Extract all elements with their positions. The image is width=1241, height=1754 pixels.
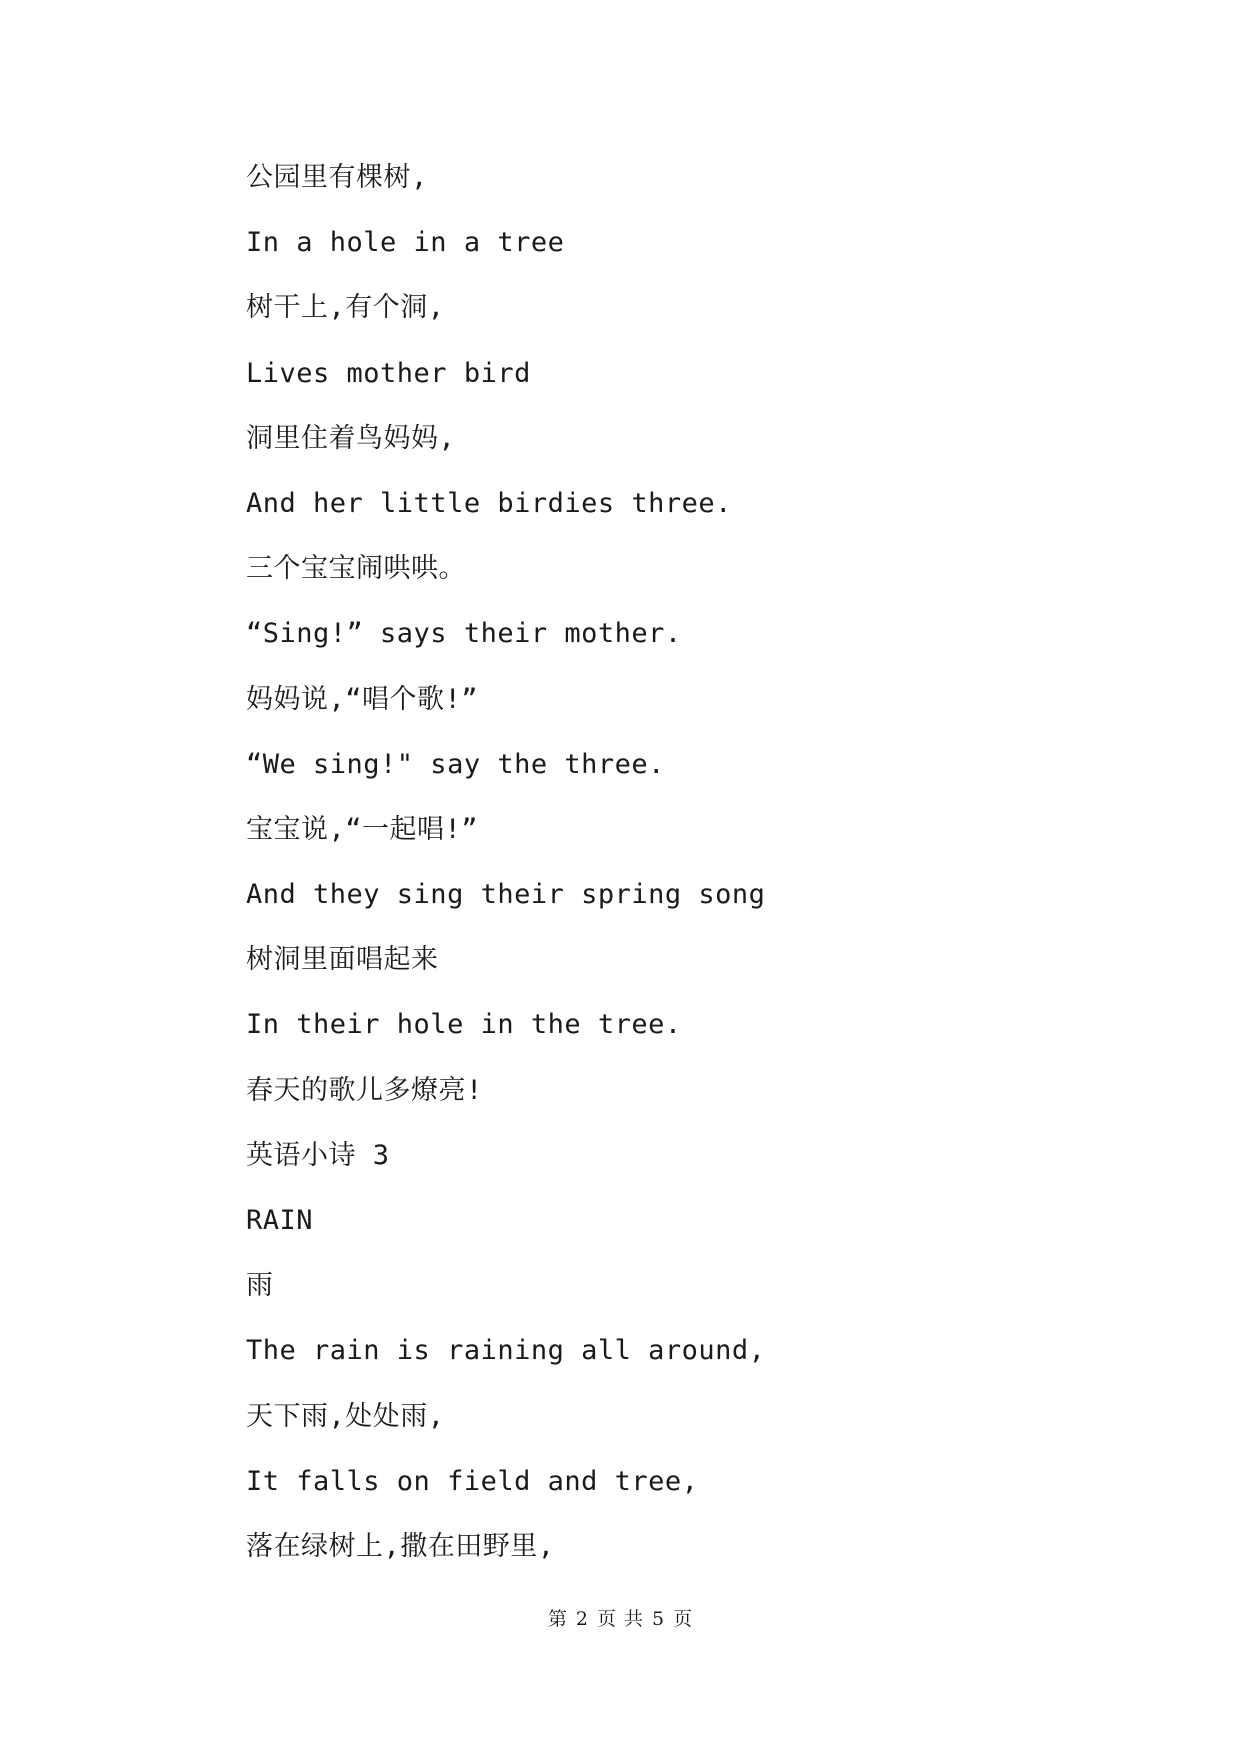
text-line: “We sing!" say the three.	[246, 748, 665, 780]
poem-text	[246, 158, 765, 1592]
text-line: Lives mother bird	[246, 357, 531, 389]
text-line: 春天的歌儿多燎亮!	[246, 1074, 483, 1106]
text-line: 天下雨,处处雨,	[246, 1400, 445, 1432]
total-page-count: 5	[652, 1608, 666, 1630]
text-line: And they sing their spring song	[246, 879, 766, 911]
text-line: 树洞里面唱起来	[246, 944, 439, 976]
poem-title-chinese: 雨	[246, 1270, 274, 1302]
text-line: “Sing!” says their mother.	[246, 618, 682, 650]
footer-suffix: 页	[673, 1608, 694, 1630]
current-page-number: 2	[575, 1608, 589, 1630]
text-line: It falls on field and tree,	[246, 1465, 699, 1497]
text-line: 落在绿树上,撒在田野里,	[246, 1530, 555, 1562]
text-line: 宝宝说,“一起唱!”	[246, 813, 479, 845]
text-line: 树干上,有个洞,	[246, 292, 445, 324]
section-heading: 英语小诗 3	[246, 1139, 390, 1171]
text-line: 妈妈说,“唱个歌!”	[246, 683, 479, 715]
text-line: In a hole in a tree	[246, 227, 565, 259]
text-line: In their hole in the tree.	[246, 1009, 682, 1041]
text-line: 公园里有棵树,	[246, 162, 428, 193]
footer-prefix: 第	[547, 1608, 568, 1630]
footer-middle: 页 共	[596, 1608, 645, 1630]
text-line: 三个宝宝闹哄哄。	[246, 553, 466, 585]
page-footer	[0, 1604, 1241, 1631]
text-line: The rain is raining all around,	[246, 1335, 766, 1367]
poem-title-english: RAIN	[246, 1205, 314, 1236]
text-line: 洞里住着鸟妈妈,	[246, 422, 456, 454]
text-line: And her little birdies three.	[246, 487, 732, 519]
